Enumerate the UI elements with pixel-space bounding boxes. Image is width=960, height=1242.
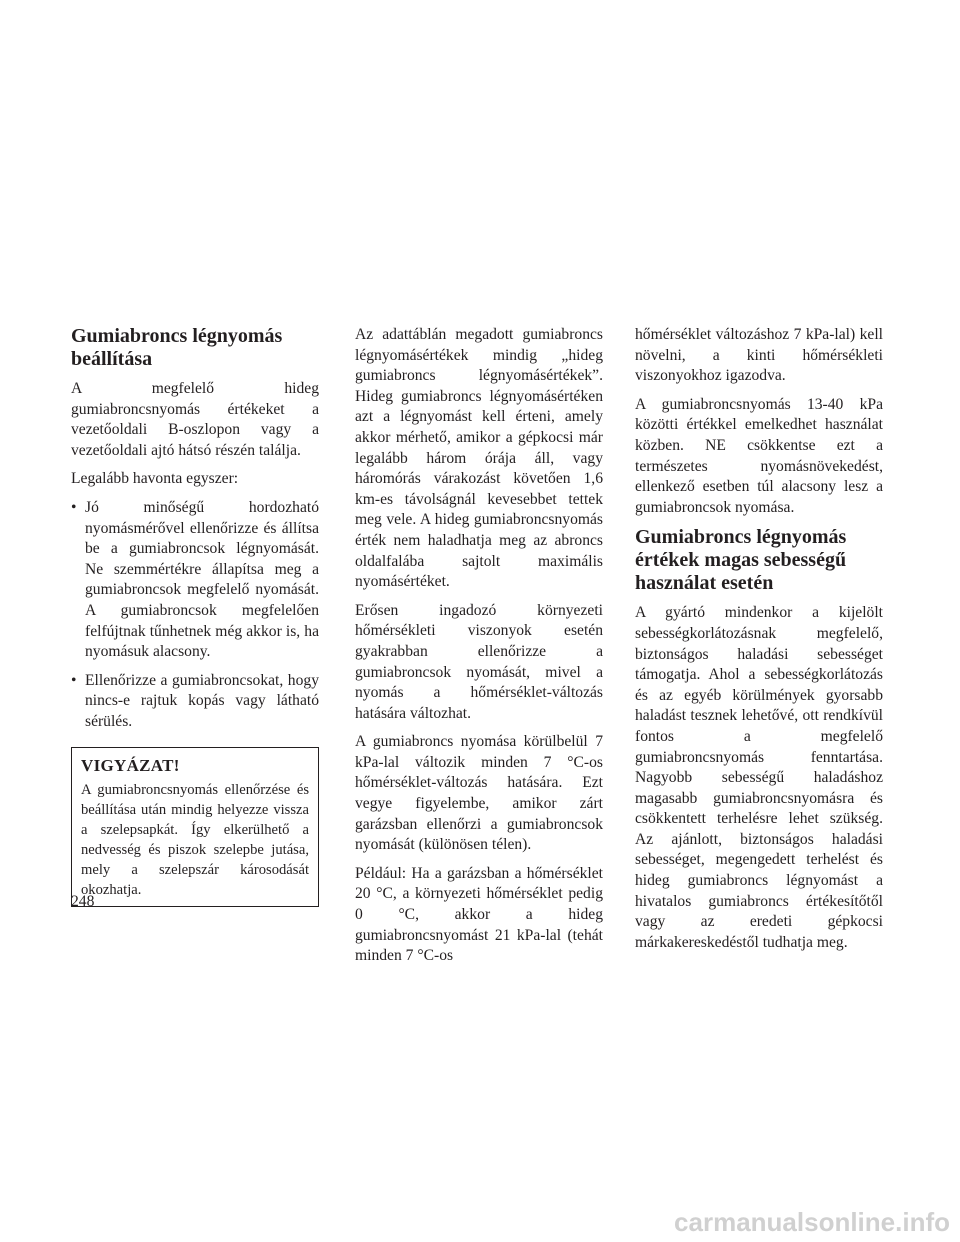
watermark: carmanualsonline.info	[674, 1207, 950, 1237]
column-middle	[355, 325, 603, 975]
warning-title: VIGYÁZAT!	[81, 755, 180, 775]
paragraph: Erősen ingadozó környezeti hőmérsékleti viszonyok esetén gyakrabban ellenőrizze a gumiabroncsok nyomását, mivel a nyomás a hőmérséklet-változás hatására változhat.	[355, 601, 603, 722]
warning-text: A gumiabroncsnyomás ellenőrzése és beállítása után mindig helyezze vissza a szelepsapkát. Így elkerülhető a nedvesség és piszok szelepbe jutása, mely a szelepszár károsodását okozhatja.	[81, 782, 309, 899]
page-number: 248	[71, 893, 95, 910]
section-heading-high-speed-pressure: Gumiabroncs légnyomás értékek magas sebességű használat esetén	[635, 526, 847, 595]
paragraph: Legalább havonta egyszer:	[71, 470, 239, 488]
paragraph: A gyártó mindenkor a kijelölt sebességkorlátozásnak megfelelő, biztonságos haladási sebességet támogatja. Ahol a sebességkorlátozás és az egyéb körülmények gyorsabb haladást tesznek lehetővé, ott rendkívül fontos a megfelelő gumiabroncsnyomás fenntartása. Nagyobb sebességű haladáshoz magasabb gumiabroncsnyomásra és csökkentett terhelésre lehet szükség. Az ajánlott, biztonságos haladási sebességet, megengedett terhelést és hideg gumiabroncs légnyomást a hivatalos gumiabroncs értékesítőtől vagy az eredeti gépkocsi márkakereskedéstől tudhatja meg.	[635, 604, 883, 951]
paragraph: Az adattáblán megadott gumiabroncs légnyomásértékek mindig „hideg gumiabroncs légnyomásértékek”. Hideg gumiabroncs légnyomásértéken azt a légnyomást kell érteni, amely akkor mérhető, amikor a gépkocsi már legalább három órája áll, vagy háromórás várakozást követően 1,6 km-es távolságnál kevesebbet tettek meg vele. A hideg gumiabroncsnyomás érték nem haladhatja meg az abroncs oldalfalába sajtolt maximális nyomásértéket.	[355, 326, 603, 591]
paragraph: hőmérséklet változáshoz 7 kPa-lal) kell növelni, a kinti hőmérsékleti viszonyokhoz igazodva.	[635, 326, 883, 385]
paragraph: A megfelelő hideg gumiabroncsnyomás értékeket a vezetőoldali B-oszlopon vagy a vezetőoldali ajtó hátsó részén találja.	[71, 380, 319, 459]
column-right	[635, 325, 883, 961]
bullet-icon: •	[71, 671, 77, 689]
bullet-list	[71, 498, 319, 733]
list-item-text: Ellenőrizze a gumiabroncsokat, hogy nincs-e rajtuk kopás vagy látható sérülés.	[85, 671, 319, 730]
list-item	[71, 498, 319, 663]
list-item-text: Jó minőségű hordozható nyomásmérővel ellenőrizze és állítsa be a gumiabroncsok légnyomását. Ne szemmértékre állapítsa meg a gumiabroncsok megfelelő nyomását. A gumiabroncsok megfelelően felfújtnak tűnhetnek még akkor is, ha nyomásuk alacsony.	[85, 498, 319, 661]
list-item	[71, 671, 319, 733]
section-heading-tire-pressure-setting: Gumiabroncs légnyomás beállítása	[71, 325, 283, 370]
bullet-icon: •	[71, 498, 77, 516]
warning-box	[71, 747, 319, 908]
column-left	[71, 325, 319, 907]
paragraph: Például: Ha a garázsban a hőmérséklet 20 °C, a környezeti hőmérséklet pedig 0 °C, akkor a hideg gumiabroncsnyomást 21 kPa-lal (tehát minden 7 °C-os	[355, 864, 603, 965]
paragraph: A gumiabroncsnyomás 13-40 kPa közötti értékkel emelkedhet használat közben. NE csökkentse ezt a természetes nyomásnövekedést, ellenkező esetben túl alacsony lesz a gumiabroncsok nyomása.	[635, 395, 883, 516]
paragraph: A gumiabroncs nyomása körülbelül 7 kPa-lal változik minden 7 °C-os hőmérséklet-változás hatására. Ezt vegye figyelembe, amikor zárt garázsban ellenőrzi a gumiabroncsok nyomását (különösen télen).	[355, 733, 603, 854]
